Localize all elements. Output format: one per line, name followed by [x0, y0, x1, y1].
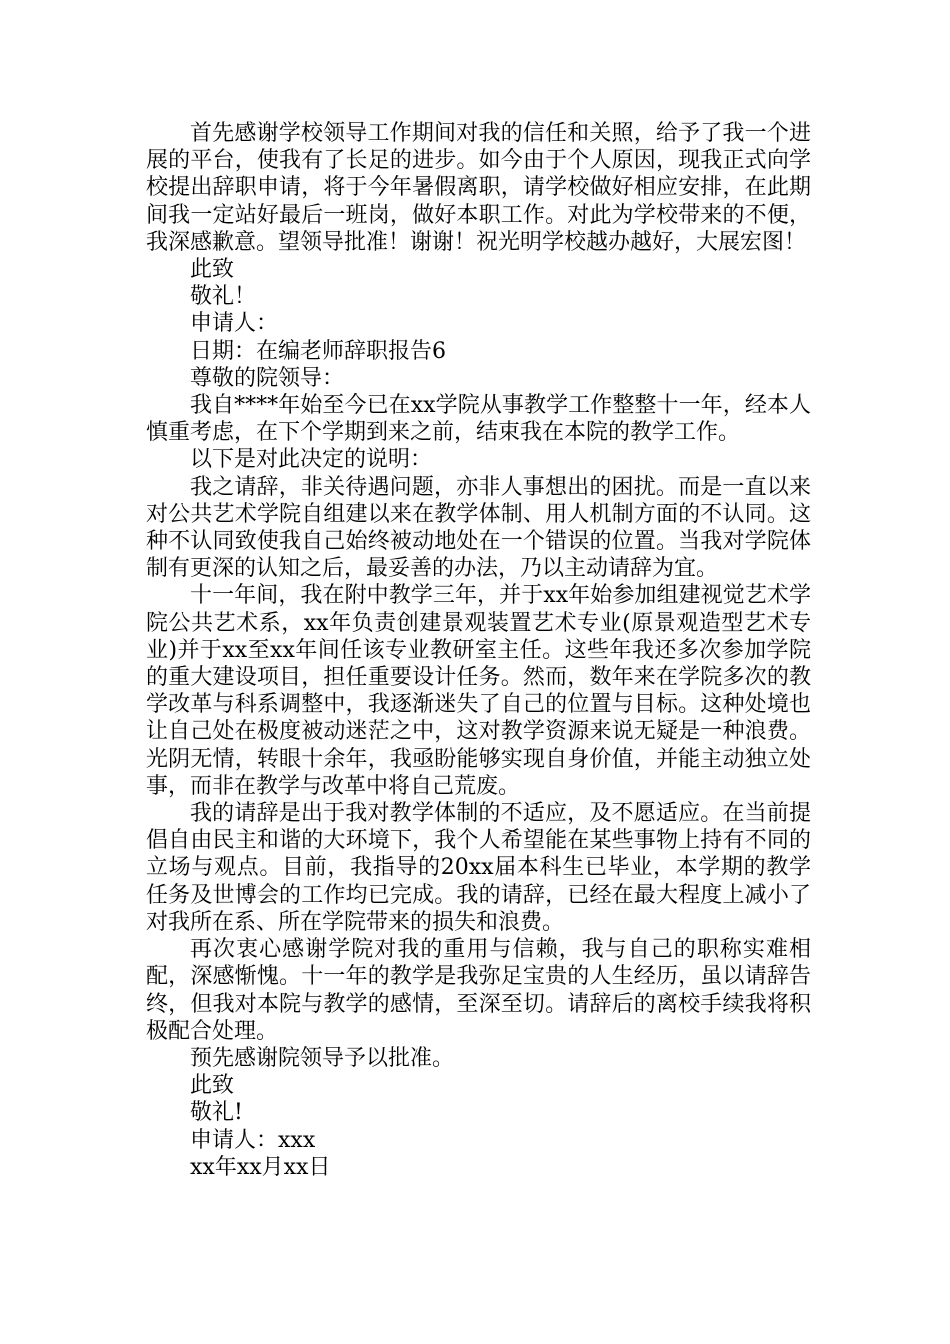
- closing-jing-li: 敬礼！: [190, 284, 257, 310]
- paragraph-thanks: 首先感谢学校领导工作期间对我的信任和关照，给予了我一个进展的平台，使我有了长足的进步。如今由于个人原因，现我正式向学校提出辞职申请，将于今年暑假离职，请学校做好相应安排，在此期间我一定站好最后一班岗，做好本职工作。对此为学校带来的不便，我深感歉意。望领导批准！谢谢！祝光明学校越办越好，大展宏图！: [146, 121, 811, 255]
- applicant-label: 申请人：: [190, 311, 279, 337]
- date-and-title: 日期：在编老师辞职报告6: [190, 338, 446, 364]
- signature-date: xx年xx月xx日: [190, 1154, 331, 1180]
- closing-jing-li-2: 敬礼!: [190, 1100, 243, 1126]
- paragraph-reason: 我之请辞，非关待遇问题，亦非人事想出的困扰。而是一直以来对公共艺术学院自组建以来在教学体制、用人机制方面的不认同。这种不认同致使我自己始终被动地处在一个错误的位置。当我对学院体制有更深的认知之后，最妥善的办法，乃以主动请辞为宜。: [146, 474, 811, 582]
- paragraph-system: 我的请辞是出于我对教学体制的不适应，及不愿适应。在当前提倡自由民主和谐的大环境下，我个人希望能在某些事物上持有不同的立场与观点。目前，我指导的20xx届本科生已毕业，本学期的教学任务及世博会的工作均已完成。我的请辞，已经在最大程度上减小了对我所在系、所在学院带来的损失和浪费。: [146, 801, 811, 935]
- paragraph-advance-thanks: 预先感谢院领导予以批准。: [190, 1045, 455, 1071]
- paragraph-explanation-heading: 以下是对此决定的说明：: [190, 447, 433, 473]
- applicant-signature: 申请人：xxx: [190, 1127, 316, 1153]
- closing-ci-zhi: 此致: [190, 257, 235, 283]
- closing-ci-zhi-2: 此致: [190, 1073, 235, 1099]
- salutation: 尊敬的院领导：: [190, 365, 345, 391]
- paragraph-history: 十一年间，我在附中教学三年，并于xx年始参加组建视觉艺术学院公共艺术系，xx年负责创建景观装置艺术专业(原景观造型艺术专业)并于xx至xx年间任该专业教研室主任。这些年我还多次参加学院的重大建设项目，担任重要设计任务。然而，数年来在学院多次的教学改革与科系调整中，我逐渐迷失了自己的位置与目标。这种处境也让自己处在极度被动迷茫之中，这对教学资源来说无疑是一种浪费。光阴无情，转眼十余年，我亟盼能够实现自身价值，并能主动独立处事，而非在教学与改革中将自己荒废。: [146, 583, 811, 799]
- document-page: [146, 120, 811, 1181]
- paragraph-gratitude: 再次衷心感谢学院对我的重用与信赖，我与自己的职称实难相配，深感惭愧。十一年的教学是我弥足宝贵的人生经历，虽以请辞告终，但我对本院与教学的感情，至深至切。请辞后的离校手续我将积极配合处理。: [146, 937, 811, 1044]
- paragraph-intro: 我自****年始至今已在xx学院从事教学工作整整十一年，经本人慎重考虑，在下个学期到来之前，结束我在本院的教学工作。: [146, 393, 811, 446]
